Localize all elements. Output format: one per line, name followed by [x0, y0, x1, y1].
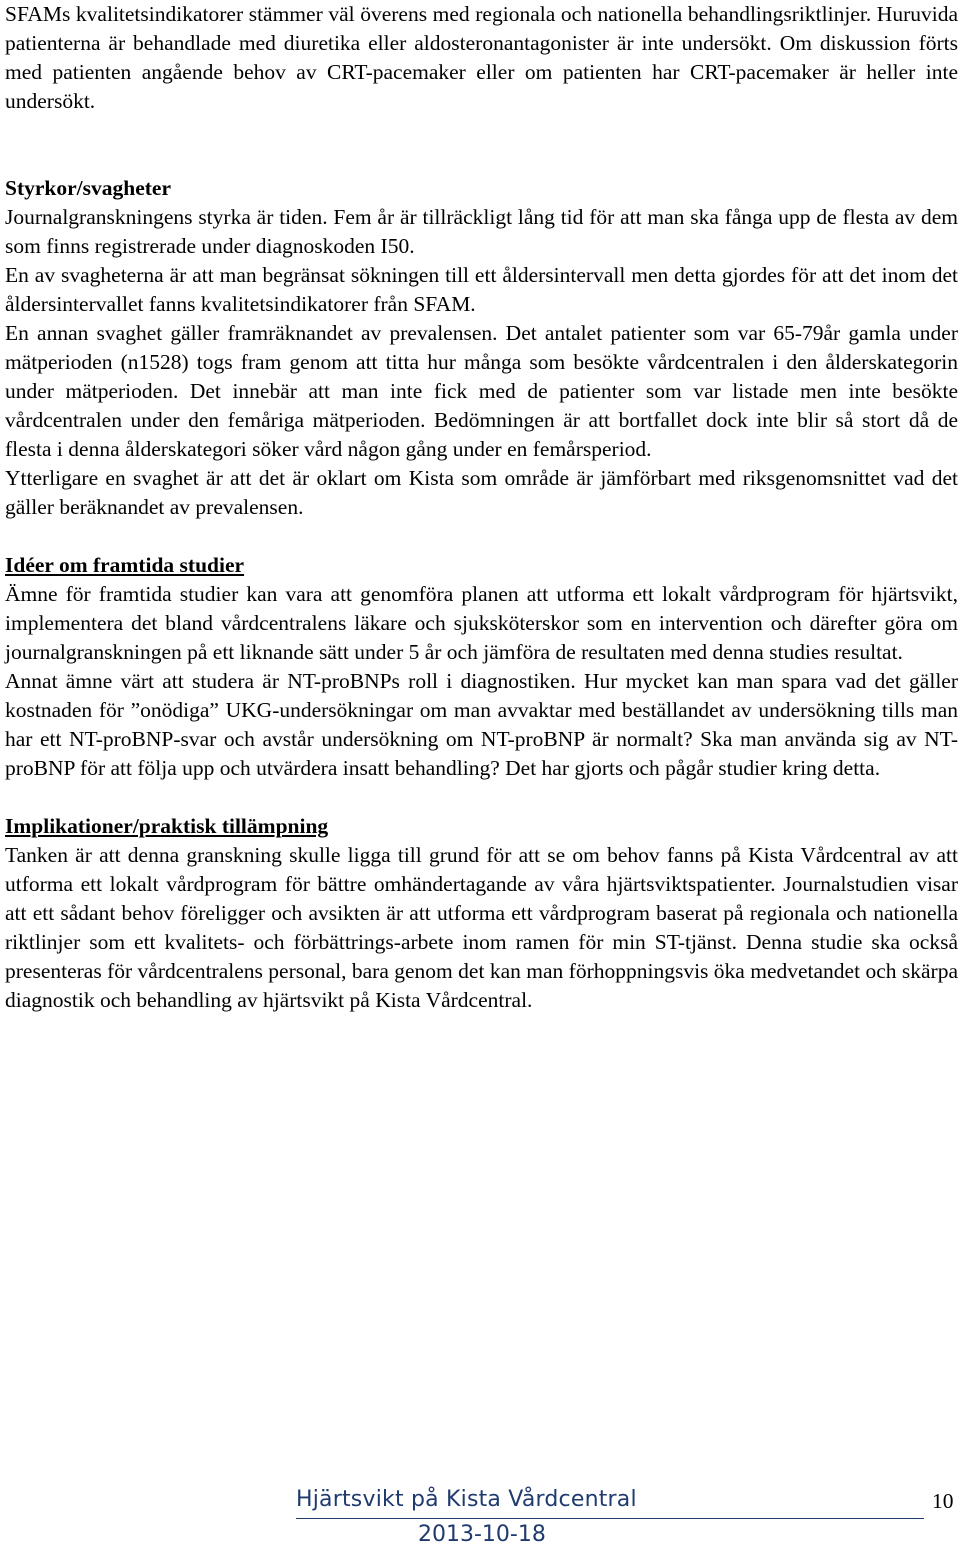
spacer [5, 783, 958, 812]
footer-divider [296, 1518, 924, 1519]
implications-paragraph-1: Tanken är att denna granskning skulle ligga till grund för att se om behov fanns på Kista Vårdcentral av att utforma ett lokalt vårdprogram för bättre omhändertagande av våra hjärtsviktspatienter. Journalstudien visar att ett sådant behov föreligger och avsikten är att utforma ett vårdprogram baserat på regionala och nationella riktlinjer som ett kvalitets- och förbättrings-arbete inom ramen för min ST-tjänst. Denna studie ska också presenteras för vårdcentralens personal, bara genom det kan man förhoppningsvis öka medvetandet och skärpa diagnostik och behandling av hjärtsvikt på Kista Vårdcentral. [5, 843, 958, 1012]
section-implications [5, 812, 958, 1015]
intro-paragraph: SFAMs kvalitetsindikatorer stämmer väl överens med regionala och nationella behandlingsriktlinjer. Huruvida patienterna är behandlade med diuretika eller aldosteronantagonister är inte undersökt. Om diskussion förts med patienten angående behov av CRT-pacemaker eller om patienten har CRT-pacemaker är heller inte undersökt. [5, 2, 958, 113]
future-paragraph-1: Ämne för framtida studier kan vara att genomföra planen att utforma ett lokalt vårdprogram för hjärtsvikt, implementera det bland vårdcentralens läkare och sjuksköterskor som en intervention och därefter göra om journalgranskningen på ett liknande sätt under 5 år och jämföra de resultaten med denna studies resultat. [5, 582, 958, 664]
section-future-studies [5, 551, 958, 783]
section-heading-strengths: Styrkor/svagheter [5, 176, 171, 200]
spacer [5, 522, 958, 551]
future-paragraph-2: Annat ämne värt att studera är NT-proBNPs roll i diagnostiken. Hur mycket kan man spara vad det gäller kostnaden för ”onödiga” UKG-undersökningar om man avvaktar med beställandet av undersökning tills man har ett NT-proBNP-svar och avstår undersökning om NT-proBNP är normalt? Ska man använda sig av NT-proBNP för att följa upp och utvärdera insatt behandling? Det har gjorts och pågår studier kring detta. [5, 669, 958, 780]
document-page [5, 0, 958, 1015]
strengths-paragraph-1: Journalgranskningens styrka är tiden. Fem år är tillräckligt lång tid för att man ska fånga upp de flesta av dem som finns registrerade under diagnoskoden I50. [5, 205, 958, 258]
strengths-paragraph-3: En annan svaghet gäller framräknandet av prevalensen. Det antalet patienter som var 65-79år gamla under mätperioden (n1528) togs fram genom att titta hur många som besökte vårdcentralen i den ålderskategorin under mätperioden. Det innebär att man inte fick med de patienter som var listade men inte besökte vårdcentralen under den femåriga mätperioden. Bedömningen är att bortfallet dock inte blir så stort då de flesta i denna ålderskategori söker vård någon gång under en femårsperiod. [5, 321, 958, 461]
section-heading-implications: Implikationer/praktisk tillämpning [5, 814, 329, 838]
strengths-paragraph-4: Ytterligare en svaghet är att det är oklart om Kista som område är jämförbart med riksgenomsnittet vad det gäller beräknandet av prevalensen. [5, 466, 958, 519]
footer-date: 2013-10-18 [418, 1522, 546, 1547]
page-number: 10 [932, 1489, 954, 1513]
section-strengths-weaknesses [5, 174, 958, 522]
spacer [5, 116, 958, 174]
footer-title: Hjärtsvikt på Kista Vårdcentral [296, 1487, 637, 1512]
section-heading-future: Idéer om framtida studier [5, 553, 245, 577]
page-footer [0, 1484, 960, 1548]
strengths-paragraph-2: En av svagheterna är att man begränsat sökningen till ett åldersintervall men detta gjordes för att det inom det åldersintervallet fanns kvalitetsindikatorer från SFAM. [5, 263, 958, 316]
